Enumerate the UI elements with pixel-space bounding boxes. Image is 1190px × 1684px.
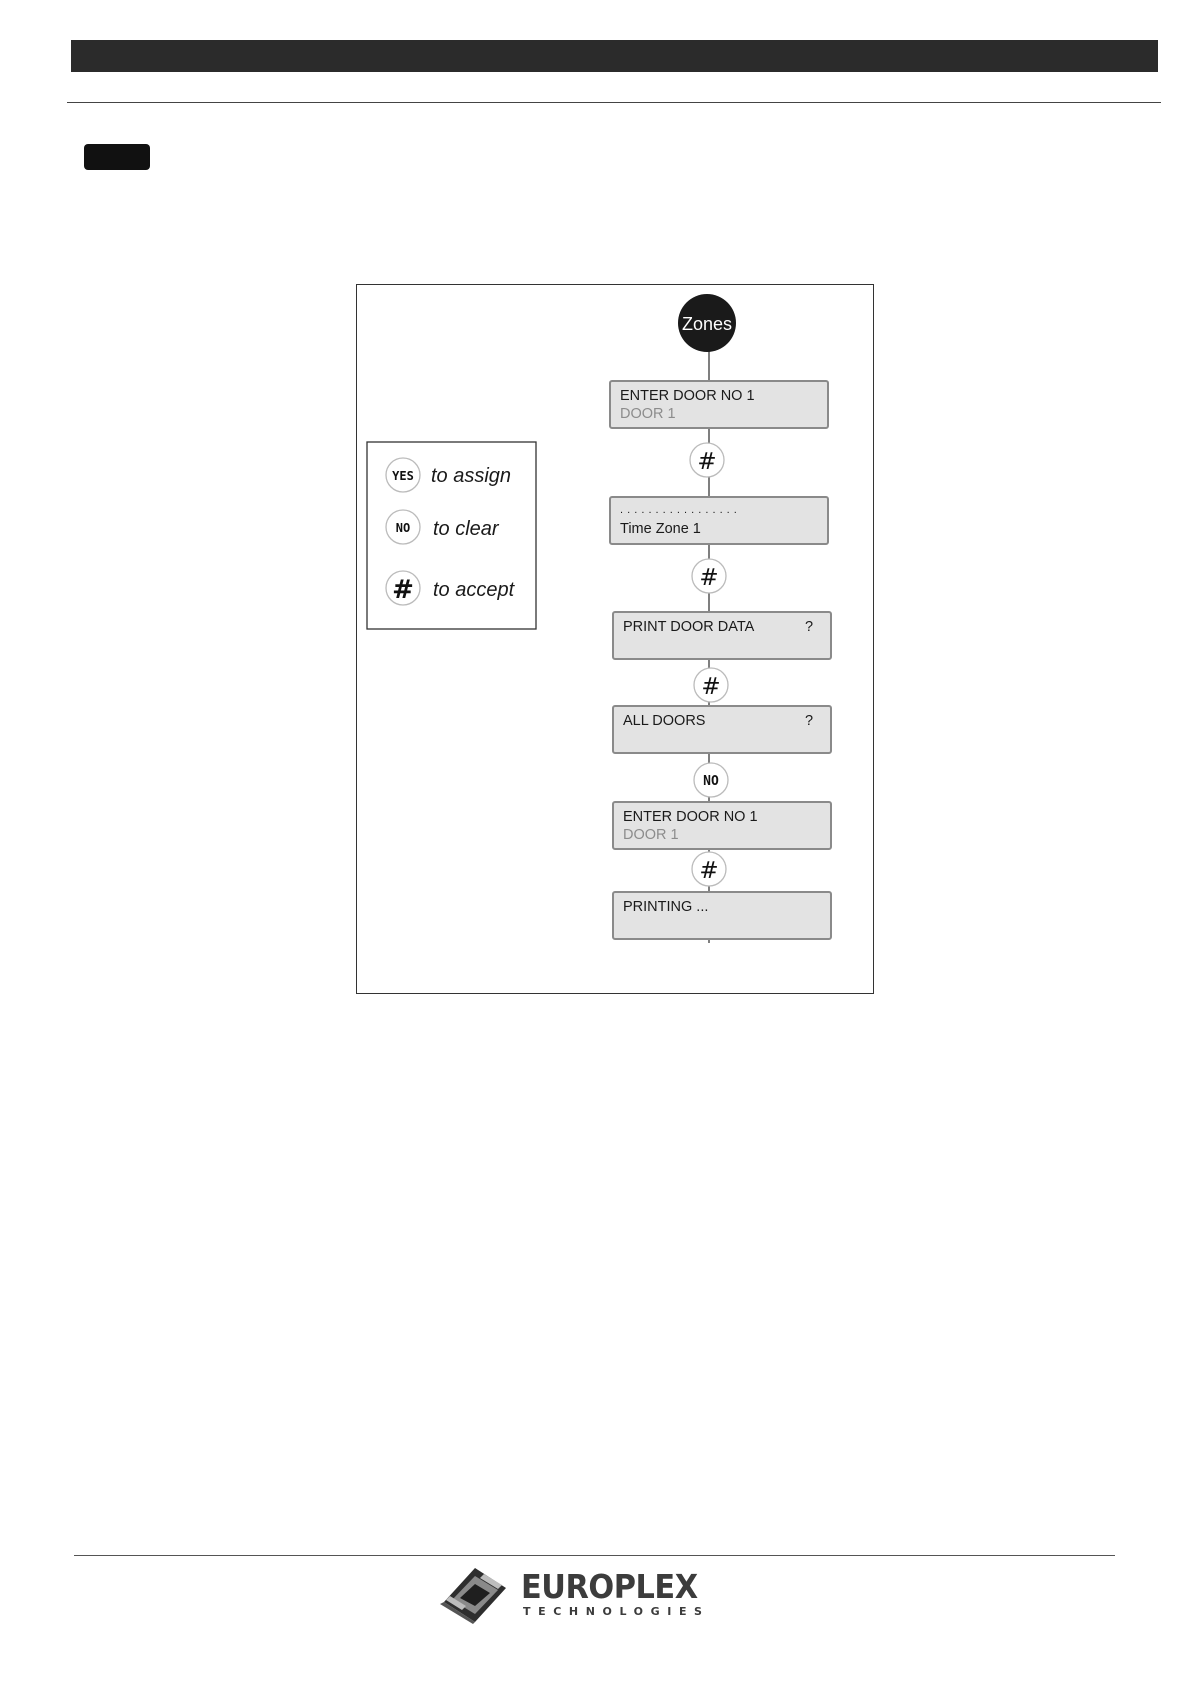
legend-text-accept: to accept xyxy=(433,579,515,601)
lcd-step-1-line2: DOOR 1 xyxy=(620,406,676,422)
hash-key-label: # xyxy=(699,858,719,884)
hash-key-connector-3 xyxy=(694,668,728,702)
hash-key-label: # xyxy=(697,449,717,475)
legend-text-clear: to clear xyxy=(433,518,499,540)
lcd-step-2 xyxy=(610,497,828,544)
hash-key-connector-5 xyxy=(692,852,726,886)
lcd-step-3 xyxy=(613,612,831,659)
lcd-step-1 xyxy=(610,381,828,428)
key-legend xyxy=(367,442,536,629)
lcd-step-3-mark: ? xyxy=(804,619,814,635)
no-key-connector xyxy=(694,763,728,797)
lcd-step-2-line1: . . . . . . . . . . . . . . . . . xyxy=(620,504,738,516)
lcd-step-1-line1: ENTER DOOR NO 1 xyxy=(620,388,755,404)
page-header-bar xyxy=(71,40,1158,72)
lcd-step-5-line2: DOOR 1 xyxy=(623,827,679,843)
lcd-step-4-mark: ? xyxy=(804,713,814,729)
lcd-step-6 xyxy=(613,892,831,939)
lcd-step-2-line2: Time Zone 1 xyxy=(620,521,701,537)
no-key-label: NO xyxy=(395,521,411,535)
brand-subtitle: TECHNOLOGIES xyxy=(523,1605,710,1618)
lcd-step-4-line1: ALL DOORS xyxy=(623,713,706,729)
lcd-step-5-line1: ENTER DOOR NO 1 xyxy=(623,809,758,825)
brand-name: EUROPLEX xyxy=(521,1567,698,1606)
yes-key-label: YES xyxy=(392,469,414,483)
header-divider xyxy=(67,102,1161,103)
footer-divider xyxy=(74,1555,1115,1556)
no-key-label: NO xyxy=(703,774,719,789)
lcd-step-6-line1: PRINTING ... xyxy=(623,899,709,915)
start-node-zones xyxy=(678,294,736,352)
hash-key-connector-2 xyxy=(692,559,726,593)
hash-key-label: # xyxy=(392,575,414,605)
europlex-logo-icon xyxy=(440,1566,510,1624)
hash-key-connector-1 xyxy=(690,443,724,477)
lcd-step-5 xyxy=(613,802,831,849)
lcd-step-4 xyxy=(613,706,831,753)
hash-key-label: # xyxy=(701,674,721,700)
section-tag xyxy=(84,144,150,170)
hash-key-label: # xyxy=(699,565,719,591)
lcd-step-3-line1: PRINT DOOR DATA xyxy=(623,619,755,635)
flow-diagram xyxy=(356,284,874,994)
start-node-label: Zones xyxy=(681,314,733,334)
legend-text-assign: to assign xyxy=(431,465,512,487)
